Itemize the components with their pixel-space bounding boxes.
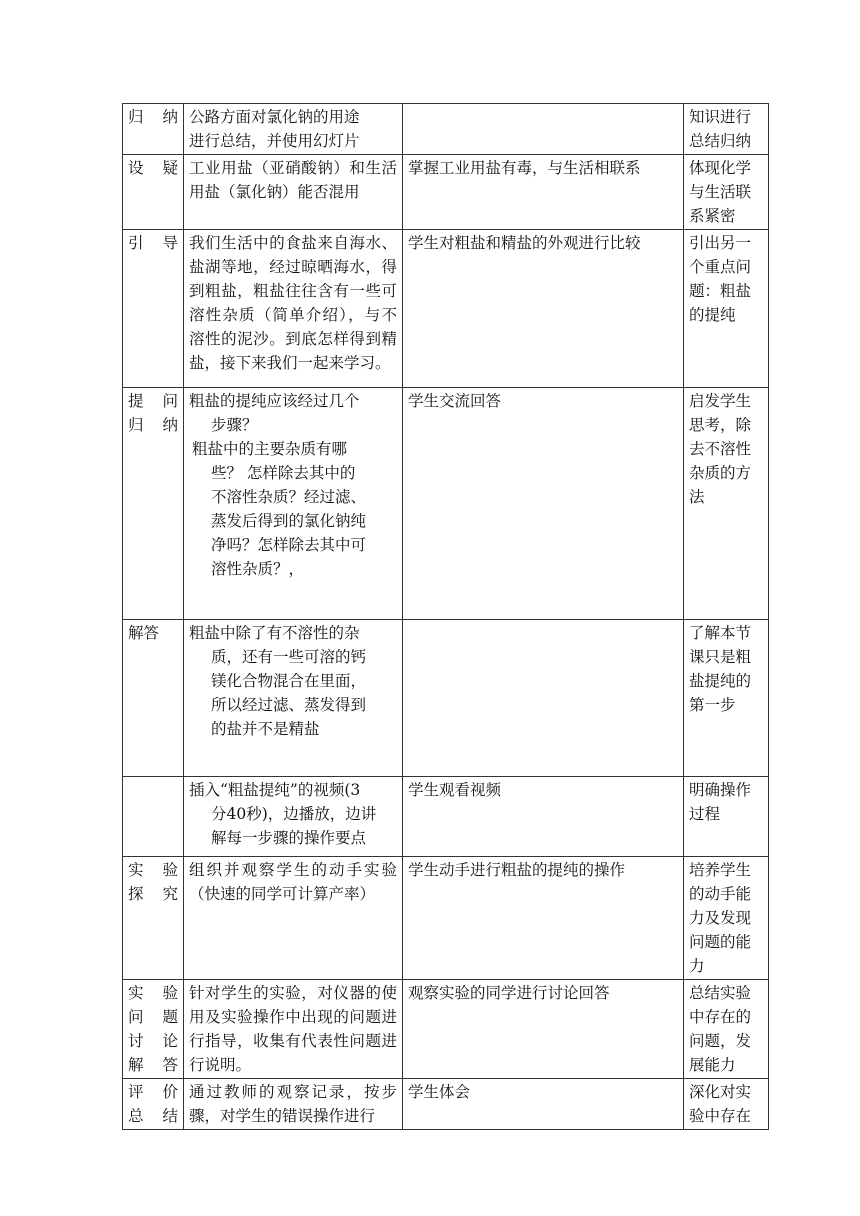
design-intent-cell <box>684 980 769 1079</box>
stage-label: 总 结 <box>128 1107 178 1125</box>
student-activity-cell <box>403 777 684 857</box>
teacher-line: 分40秒)，边播放，边讲 <box>211 805 377 823</box>
student-activity-cell <box>403 980 684 1079</box>
teacher-line: 粗盐的提纯应该经过几个 <box>189 392 360 410</box>
student-activity-cell <box>403 155 684 230</box>
table-row <box>123 857 769 980</box>
teacher-activity-text: 通过教师的观察记录，按步骤，对学生的错误操作进行 <box>189 1083 397 1125</box>
design-intent-cell <box>684 104 769 155</box>
design-intent-cell <box>684 1079 769 1130</box>
stage-label: 解 答 <box>128 1056 178 1074</box>
design-intent-text: 知识进行总结归纳 <box>689 108 752 150</box>
table-row <box>123 388 769 620</box>
student-activity-text: 学生体会 <box>408 1083 471 1101</box>
stage-label: 讨 论 <box>128 1032 178 1050</box>
lesson-plan-table <box>122 103 769 1130</box>
stage-cell <box>123 777 184 857</box>
stage-label: 解答 <box>128 624 160 642</box>
teacher-line: 溶性杂质？， <box>211 560 305 578</box>
stage-label: 归 纳 <box>128 108 178 126</box>
stage-label: 实 验 <box>128 861 178 879</box>
teacher-line: 插入“粗盐提纯”的视频(3 <box>189 781 361 799</box>
teacher-line: 些？ 怎样除去其中的 <box>211 464 356 482</box>
stage-cell <box>123 857 184 980</box>
teacher-line: 质，还有一些可溶的钙 <box>211 648 367 666</box>
stage-label: 实 验 <box>128 984 178 1002</box>
stage-cell <box>123 620 184 777</box>
stage-label: 问 题 <box>128 1008 178 1026</box>
teacher-activity-cell <box>184 777 403 857</box>
design-intent-cell <box>684 388 769 620</box>
table-row <box>123 155 769 230</box>
design-intent-cell <box>684 620 769 777</box>
student-activity-cell <box>403 857 684 980</box>
stage-label: 归 纳 <box>128 416 178 434</box>
stage-label: 引 导 <box>128 234 178 252</box>
student-activity-text: 学生对粗盐和精盐的外观进行比较 <box>408 234 641 252</box>
stage-cell <box>123 155 184 230</box>
design-intent-text: 培养学生的动手能力及发现问题的能力 <box>689 861 752 975</box>
teacher-activity-cell <box>184 155 403 230</box>
teacher-activity-cell <box>184 104 403 155</box>
student-activity-cell <box>403 620 684 777</box>
design-intent-cell <box>684 155 769 230</box>
design-intent-text: 体现化学与生活联系紧密 <box>689 159 752 225</box>
teacher-line: 进行总结，并使用幻灯片 <box>189 132 360 150</box>
teacher-activity-text: 我们生活中的食盐来自海水、盐湖等地，经过晾晒海水，得到粗盐，粗盐往往含有一些可溶性杂质（简单介绍），与不溶性的泥沙。到底怎样得到精盐，接下来我们一起来学习。 <box>189 234 397 372</box>
teacher-line: 公路方面对氯化钠的用途 <box>189 108 360 126</box>
teacher-line: 解每一步骤的操作要点 <box>211 829 367 847</box>
teacher-activity-text: 针对学生的实验，对仪器的使用及实验操作中出现的问题进行指导，收集有代表性问题进行说明。 <box>189 984 397 1074</box>
student-activity-cell <box>403 104 684 155</box>
teacher-line: 粗盐中的主要杂质有哪 <box>192 440 348 458</box>
student-activity-text: 掌握工业用盐有毒，与生活相联系 <box>408 159 641 177</box>
design-intent-text: 引出另一个重点问题：粗盐的提纯 <box>689 234 752 324</box>
design-intent-text: 启发学生思考，除去不溶性杂质的方法 <box>689 392 752 506</box>
table-row <box>123 230 769 388</box>
stage-cell <box>123 1079 184 1130</box>
design-intent-text: 明确操作过程 <box>689 781 752 823</box>
teacher-line: 净吗？怎样除去其中可 <box>211 536 367 554</box>
teacher-line: 步骤？ <box>211 416 258 434</box>
student-activity-text: 学生观看视频 <box>408 781 502 799</box>
design-intent-text: 了解本节课只是粗盐提纯的第一步 <box>689 624 752 714</box>
table-row <box>123 980 769 1079</box>
teacher-activity-cell <box>184 1079 403 1130</box>
table-row <box>123 1079 769 1130</box>
teacher-line: 蒸发后得到的氯化钠纯 <box>211 512 367 530</box>
table-row <box>123 620 769 777</box>
teacher-activity-text: 组织并观察学生的动手实验（快速的同学可计算产率） <box>189 861 397 903</box>
stage-label: 设 疑 <box>128 159 178 177</box>
teacher-activity-cell <box>184 230 403 388</box>
design-intent-text: 深化对实验中存在 <box>689 1083 752 1125</box>
teacher-activity-cell <box>184 620 403 777</box>
stage-label: 探 究 <box>128 885 178 903</box>
stage-cell <box>123 388 184 620</box>
student-activity-text: 学生交流回答 <box>408 392 502 410</box>
stage-cell <box>123 230 184 388</box>
design-intent-cell <box>684 777 769 857</box>
teacher-line: 的盐并不是精盐 <box>211 720 320 738</box>
design-intent-cell <box>684 857 769 980</box>
teacher-activity-cell <box>184 857 403 980</box>
student-activity-cell <box>403 388 684 620</box>
teacher-activity-cell <box>184 980 403 1079</box>
teacher-line: 所以经过滤、蒸发得到 <box>211 696 367 714</box>
teacher-activity-cell <box>184 388 403 620</box>
stage-cell <box>123 980 184 1079</box>
stage-cell <box>123 104 184 155</box>
teacher-line: 不溶性杂质？经过滤、 <box>211 488 367 506</box>
student-activity-cell <box>403 1079 684 1130</box>
stage-label: 评 价 <box>128 1083 178 1101</box>
student-activity-cell <box>403 230 684 388</box>
teacher-line: 粗盐中除了有不溶性的杂 <box>189 624 360 642</box>
table-row <box>123 777 769 857</box>
stage-label: 提 问 <box>128 392 178 410</box>
table-row <box>123 104 769 155</box>
teacher-line: 镁化合物混合在里面， <box>211 672 367 690</box>
design-intent-cell <box>684 230 769 388</box>
student-activity-text: 学生动手进行粗盐的提纯的操作 <box>408 861 626 879</box>
design-intent-text: 总结实验中存在的问题，发展能力 <box>689 984 752 1074</box>
student-activity-text: 观察实验的同学进行讨论回答 <box>408 984 610 1002</box>
teacher-activity-text: 工业用盐（亚硝酸钠）和生活用盐（氯化钠）能否混用 <box>189 159 397 201</box>
